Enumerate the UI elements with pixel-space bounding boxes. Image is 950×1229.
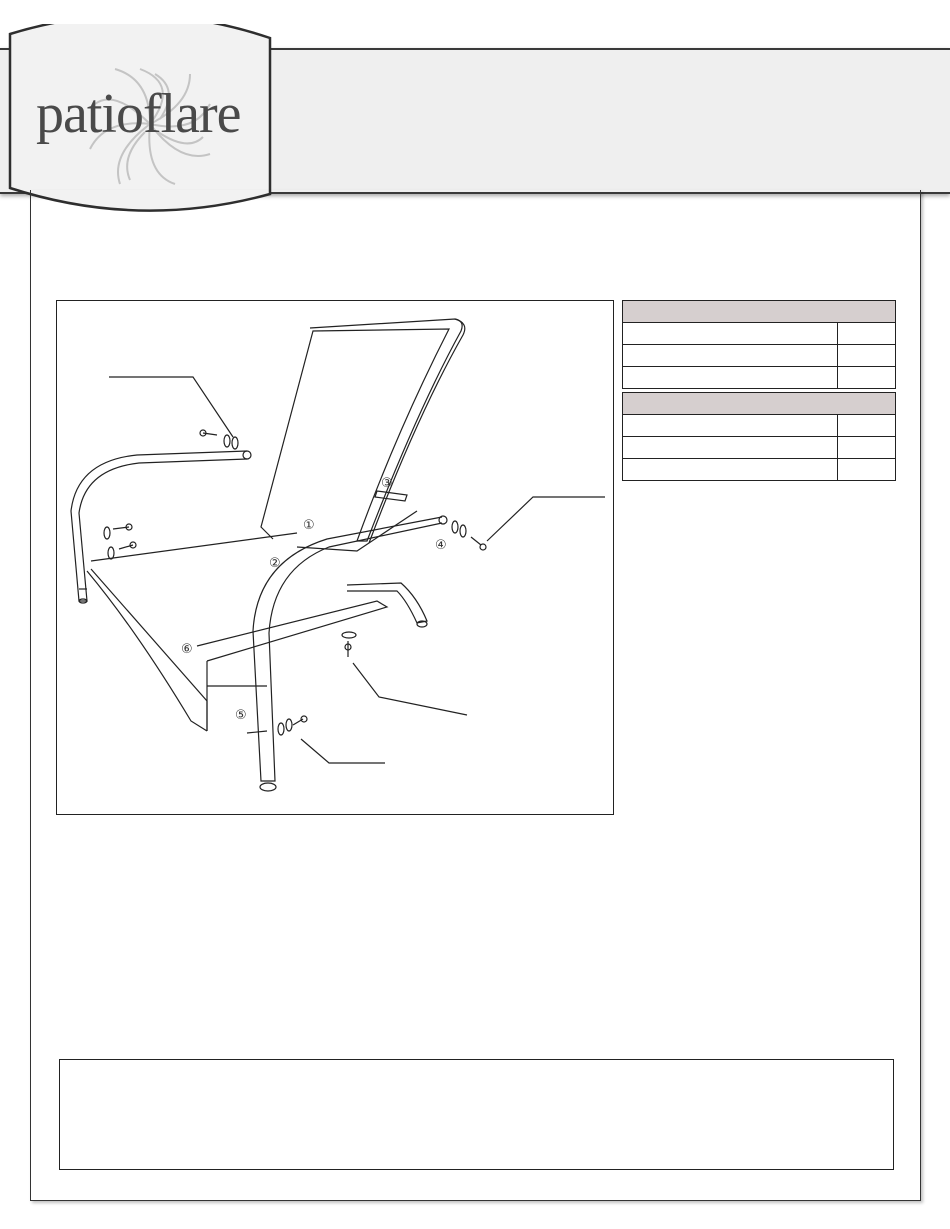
table-row — [623, 323, 896, 345]
table-row — [623, 415, 896, 437]
part-cell — [623, 437, 838, 459]
qty-cell — [838, 367, 896, 389]
callout-4: ④ — [435, 538, 447, 553]
parts-table-2 — [622, 392, 896, 481]
qty-cell — [838, 415, 896, 437]
notes-box — [59, 1059, 894, 1170]
part-cell — [623, 367, 838, 389]
backrest — [261, 319, 462, 541]
qty-cell — [838, 437, 896, 459]
callout-1: ① — [303, 518, 315, 533]
part-cell — [623, 323, 838, 345]
bolt-icon — [200, 430, 238, 449]
qty-cell — [838, 345, 896, 367]
left-armrest — [71, 451, 247, 601]
chair-assembly-illustration — [57, 301, 613, 814]
callout-2: ② — [269, 556, 281, 571]
part-cell — [623, 345, 838, 367]
callout-3: ③ — [381, 476, 393, 491]
table-row — [623, 459, 896, 481]
part-cell — [623, 459, 838, 481]
brand-name: patioflare — [36, 83, 241, 145]
table-row — [623, 345, 896, 367]
seat-front — [197, 601, 387, 661]
assembly-diagram — [56, 300, 614, 815]
callout-5: ⑤ — [235, 708, 247, 723]
qty-cell — [838, 459, 896, 481]
bolt-icon — [104, 524, 132, 539]
callout-6: ⑥ — [181, 642, 193, 657]
parts-table-header — [623, 301, 896, 323]
bolt-icon — [278, 716, 307, 735]
table-row — [623, 367, 896, 389]
parts-table-1 — [622, 300, 896, 389]
parts-table-header — [623, 393, 896, 415]
bolt-icon — [452, 521, 486, 550]
bolt-icon — [342, 632, 356, 657]
rear-leg — [347, 583, 427, 623]
qty-cell — [838, 323, 896, 345]
part-cell — [623, 415, 838, 437]
table-row — [623, 437, 896, 459]
